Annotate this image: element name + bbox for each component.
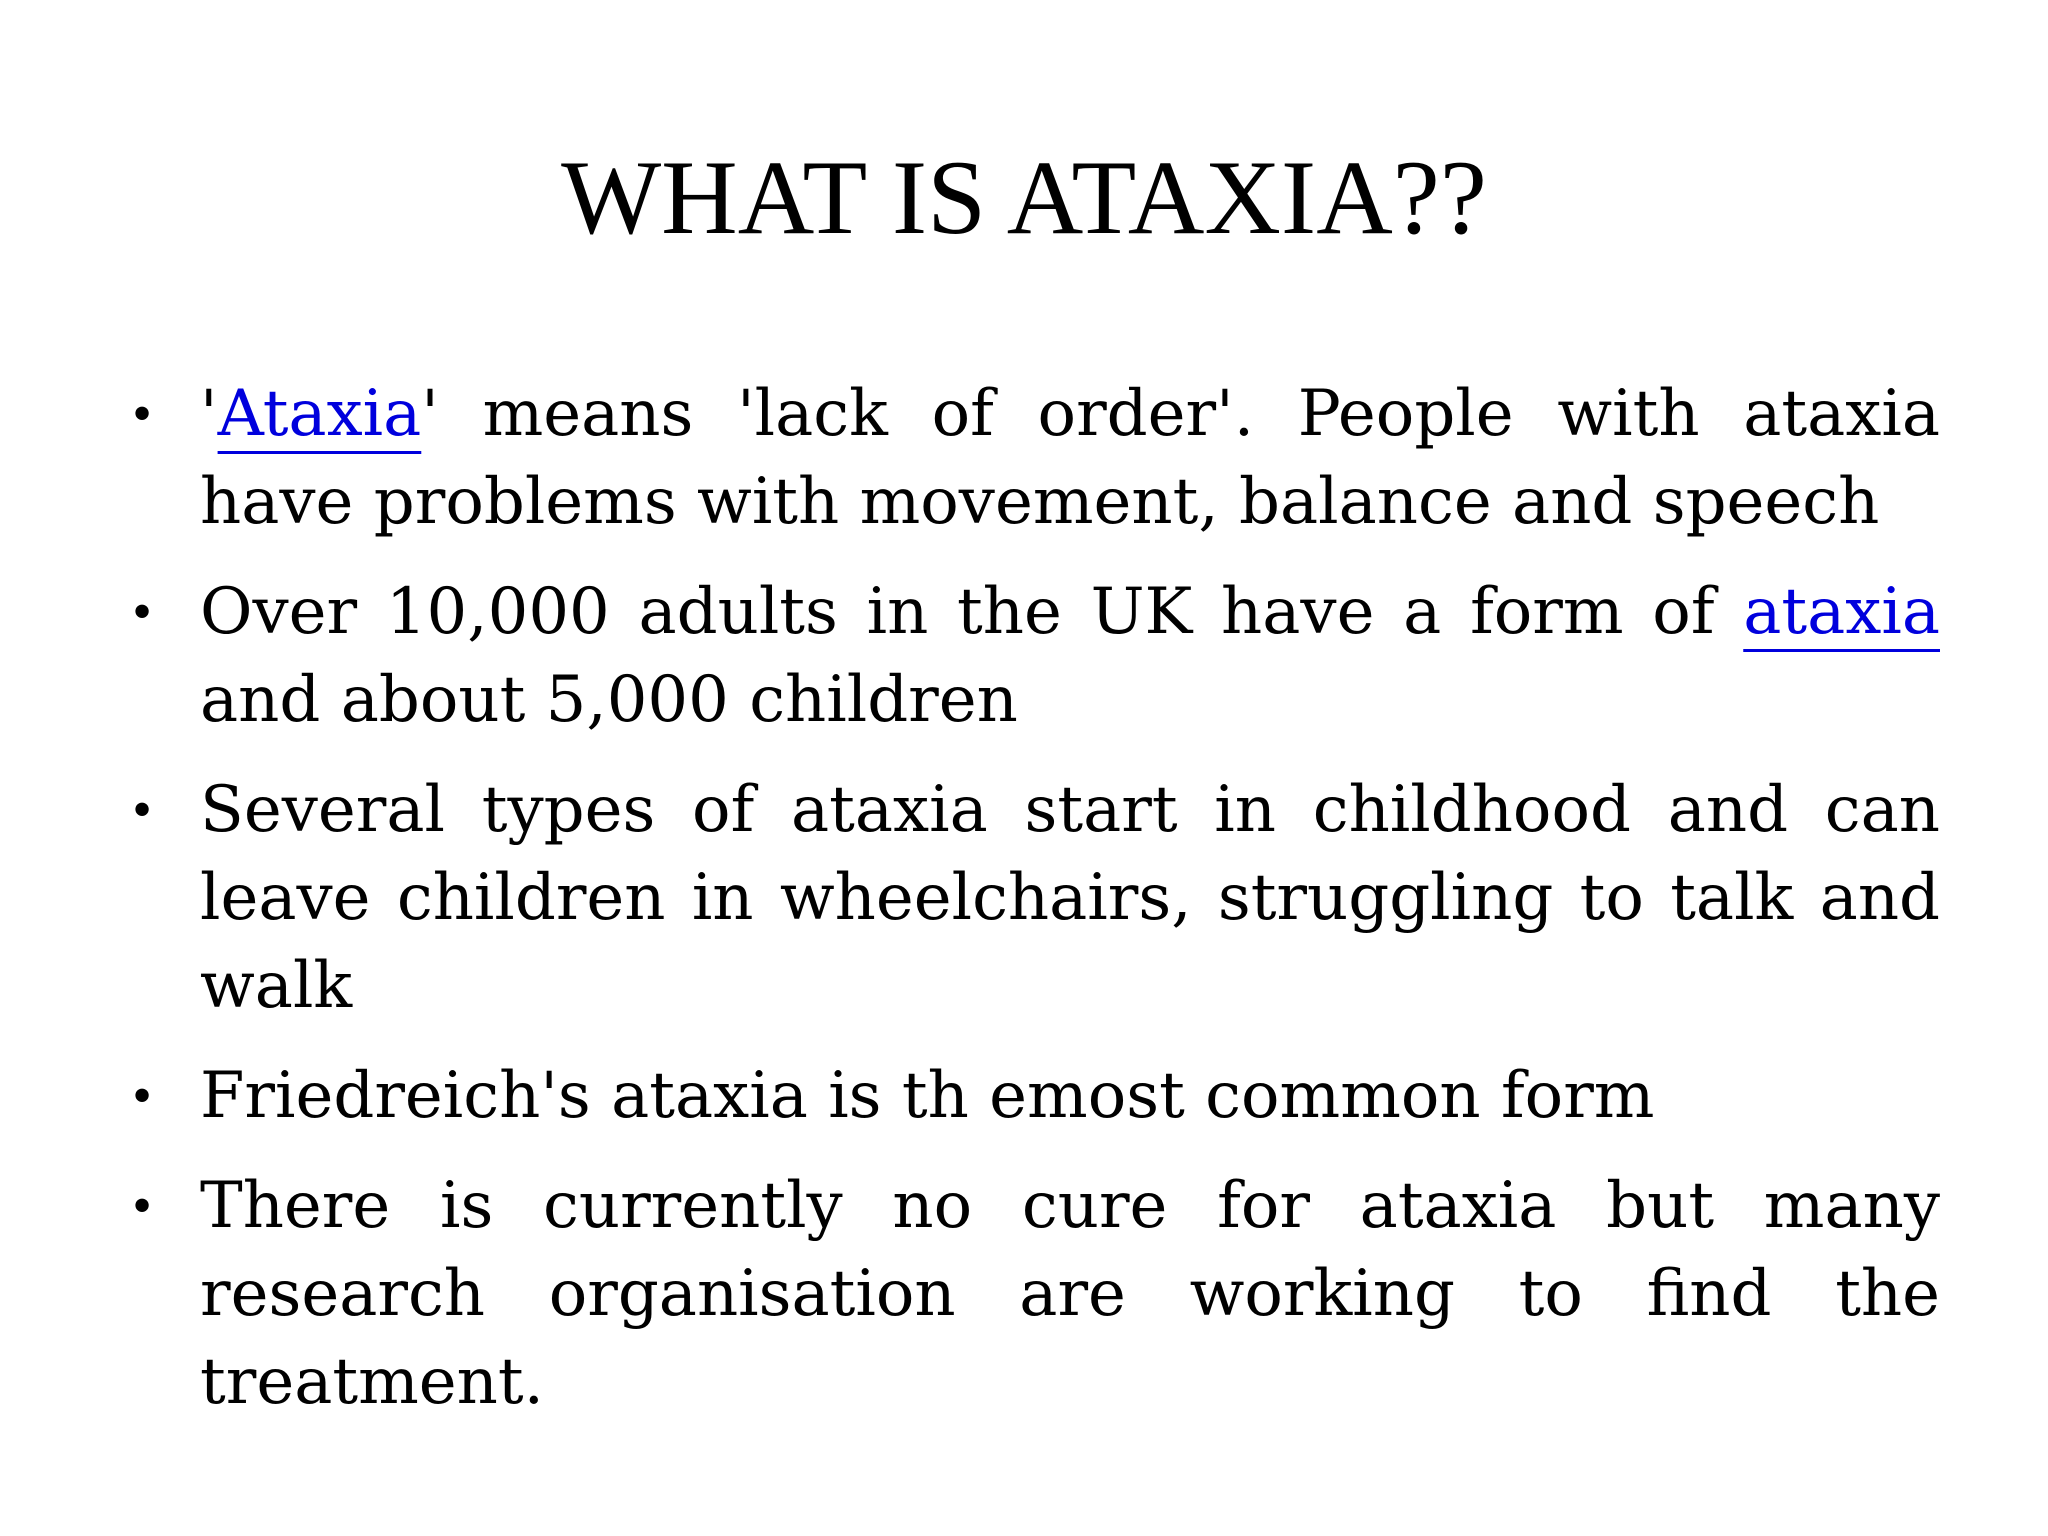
bullet-text-suffix: ' means 'lack of order'. People with ataxia have problems with movement, balance and speech <box>200 377 1940 539</box>
bullet-item-2 <box>132 568 1940 744</box>
bullet-text: There is currently no cure for ataxia but many research organisation are working to find the treatment. <box>200 1169 1940 1419</box>
bullet-text-suffix: and about 5,000 children <box>200 663 1018 737</box>
bullet-item-5 <box>132 1162 1940 1426</box>
bullet-item-1 <box>132 370 1940 546</box>
bullet-text: Several types of ataxia start in childhood and can leave children in wheelchairs, struggling to talk and walk <box>200 773 1940 1023</box>
bullet-text: Friedreich's ataxia is th emost common form <box>200 1059 1655 1133</box>
bullet-item-3 <box>132 766 1940 1030</box>
bullet-icon: • <box>132 1065 152 1127</box>
bullet-icon: • <box>132 581 152 643</box>
slide-title: WHAT IS ATAXIA?? <box>561 139 1487 256</box>
bullet-text-prefix: ' <box>200 377 218 451</box>
bullet-list <box>132 370 1940 1448</box>
bullet-icon: • <box>132 383 152 445</box>
bullet-icon: • <box>132 1175 152 1237</box>
ataxia-link[interactable]: ataxia <box>1743 575 1940 649</box>
bullet-icon: • <box>132 779 152 841</box>
bullet-item-4 <box>132 1052 1940 1140</box>
ataxia-link[interactable]: Ataxia <box>217 377 422 451</box>
bullet-text-prefix: Over 10,000 adults in the UK have a form of <box>200 575 1744 649</box>
